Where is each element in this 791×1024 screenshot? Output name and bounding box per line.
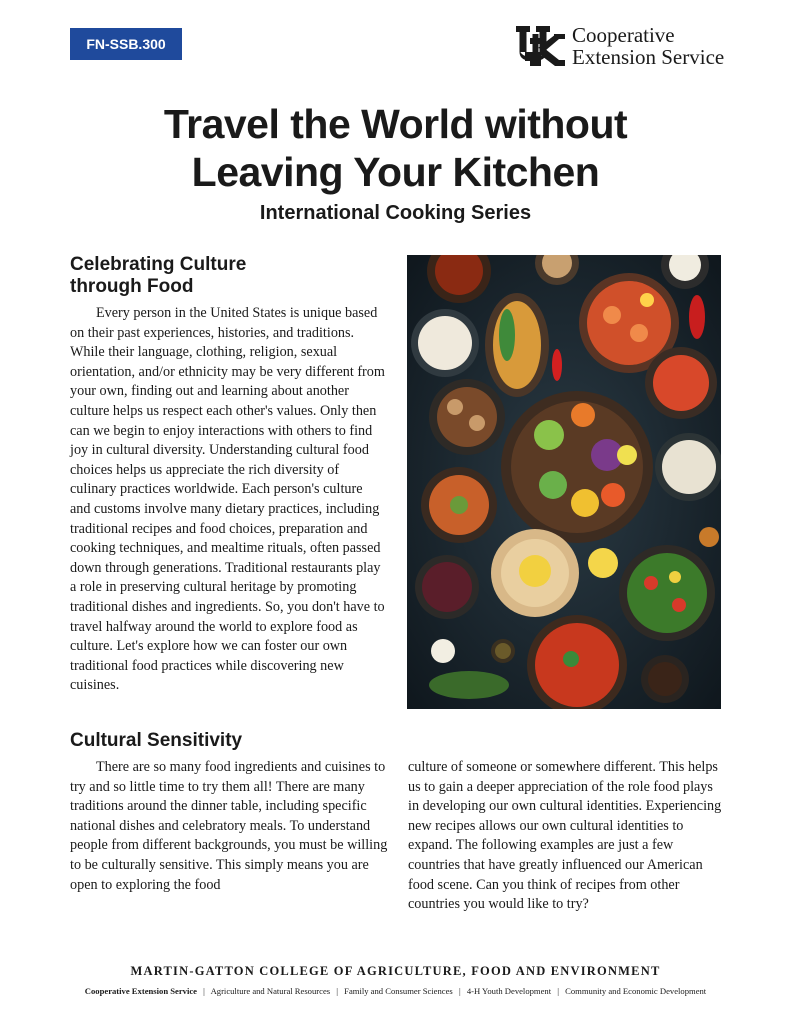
footer-link-community-economic[interactable]: Community and Economic Development (565, 986, 707, 996)
section-heading-line2: through Food (70, 276, 194, 297)
document-code-badge (70, 28, 182, 60)
footer-separator: | (557, 986, 559, 996)
footer-link-family-consumer-sciences[interactable]: Family and Consumer Sciences (344, 986, 453, 996)
footer-link-4h-youth[interactable]: 4-H Youth Development (466, 986, 552, 996)
section-body-cultural-sensitivity-right: culture of someone or somewhere different. This helps us to gain a deeper appreciation of the role food plays in developing our own cultural identities. Experiencing new recipes allows our own cultural identities to expand. The following examples are just a few countries that have greatly influenced our American food scene. Can you think of recipes from other countries you would like to try? (408, 759, 722, 913)
footer-program-links (0, 986, 791, 996)
section-heading-cultural-sensitivity: Cultural Sensitivity (70, 730, 243, 751)
section-body-cultural-sensitivity-left: There are so many food ingredients and cuisines to try and so little time to try them all! There are many traditions around the dinner table, including specific national dishes and celebratory meals. To understand people from different backgrounds, you must be willing to be culturally sensitive. This simply means you are open to exploring the food (70, 759, 388, 893)
footer-separator: | (203, 986, 205, 996)
page-title-line1: Travel the World without (163, 101, 628, 147)
food-spread-illustration (407, 255, 721, 709)
section-heading-celebrating-culture (70, 254, 370, 298)
page-title-line2: Leaving Your Kitchen (191, 149, 600, 195)
uk-monogram-icon (516, 26, 566, 66)
footer-college-name: MARTIN-GATTON COLLEGE OF AGRICULTURE, FOOD AND ENVIRONMENT (130, 964, 661, 978)
document-code: FN-SSB.300 (86, 36, 166, 52)
footer-link-cooperative-extension[interactable]: Cooperative Extension Service (84, 986, 197, 996)
logo-text-line1: Cooperative (572, 23, 675, 47)
uk-cooperative-extension-logo (516, 24, 746, 68)
footer-link-agriculture[interactable]: Agriculture and Natural Resources (210, 986, 331, 996)
footer-separator: | (458, 986, 461, 996)
page-title (0, 100, 791, 196)
logo-text-line2: Extension Service (572, 45, 725, 69)
section-heading-line1: Celebrating Culture (70, 254, 247, 275)
international-food-photo (407, 255, 721, 709)
series-subtitle: International Cooking Series (259, 202, 532, 224)
section-body-celebrating-culture: Every person in the United States is unique based on their past experiences, histories, and traditions. While their language, clothing, religion, sexual orientation, and/or ethnicity may be very different from your own, finding out and learning about another culture helps us respect each other's values. Only then can we begin to enjoy interactions with others to find joy in cultural diversity. Understanding cultural food choices helps us appreciate the rich diversity of culinary practices worldwide. Each person's culture and customs involve many dietary practices, including traditional recipes and food choices, preparation and cooking techniques, and mealtime rituals, often passed down through generations. Traditional restaurants play a role in preserving cultural heritage by promoting traditional dishes and ingredients. So, you don't have to travel halfway around the world to explore food as culture. Let's explore how we can foster our own traditional food practices while discovering new cuisines. (70, 305, 385, 694)
footer-separator: | (336, 986, 339, 996)
